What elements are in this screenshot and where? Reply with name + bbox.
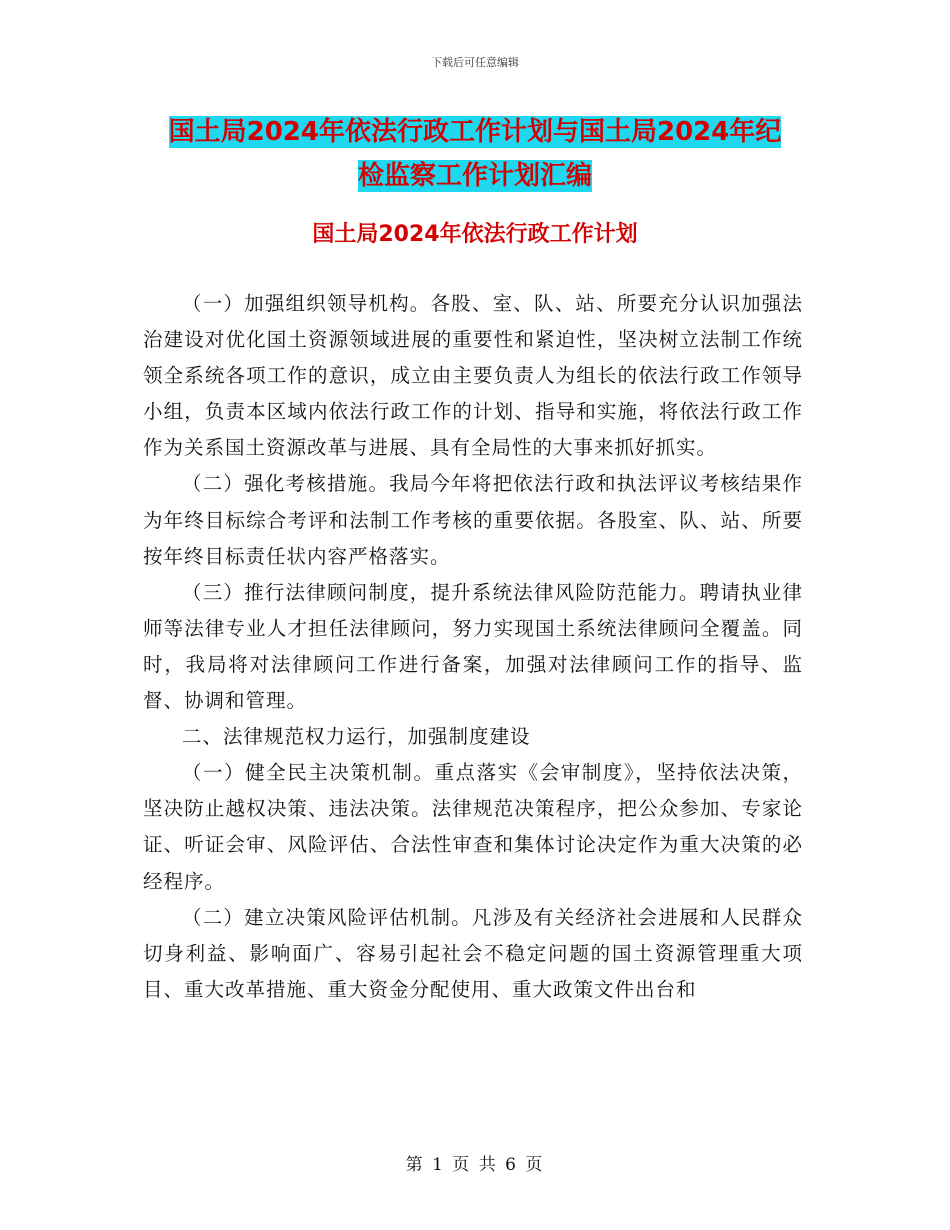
document-title-line-2: 检监察工作计划汇编 <box>357 161 592 191</box>
document-title-line-1: 国土局2024年依法行政工作计划与国土局2024年纪 <box>168 117 782 147</box>
paragraph: （二）强化考核措施。我局今年将把依法行政和执法评议考核结果作为年终目标综合考评和法制工作考核的重要依据。各股室、队、站、所要按年终目标责任状内容严格落实。 <box>143 472 803 568</box>
header-note: 下载后可任意编辑 <box>431 56 519 69</box>
document-body <box>143 286 803 1008</box>
section-heading: 二、法律规范权力运行，加强制度建设 <box>182 725 531 749</box>
paragraph: （一）健全民主决策机制。重点落实《会审制度》，坚持依法决策，坚决防止越权决策、违法决策。法律规范决策程序，把公众参加、专家论证、听证会审、风险评估、合法性审查和集体讨论决定作为重大决策的必经程序。 <box>143 761 803 893</box>
section-title: 国土局2024年依法行政工作计划 <box>312 222 638 247</box>
document-title <box>150 110 800 198</box>
paragraph: （三）推行法律顾问制度，提升系统法律风险防范能力。聘请执业律师等法律专业人才担任法律顾问，努力实现国土系统法律顾问全覆盖。同时，我局将对法律顾问工作进行备案，加强对法律顾问工作的指导、监督、协调和管理。 <box>143 580 803 713</box>
page-footer: 第 1 页 共 6 页 <box>405 1155 545 1175</box>
paragraph: （一）加强组织领导机构。各股、室、队、站、所要充分认识加强法治建设对优化国土资源领域进展的重要性和紧迫性，坚决树立法制工作统领全系统各项工作的意识，成立由主要负责人为组长的依法行政工作领导小组，负责本区域内依法行政工作的计划、指导和实施，将依法行政工作作为关系国土资源改革与进展、具有全局性的大事来抓好抓实。 <box>143 292 803 460</box>
paragraph: （二）建立决策风险评估机制。凡涉及有关经济社会进展和人民群众切身利益、影响面广、容易引起社会不稳定问题的国土资源管理重大项目、重大改革措施、重大资金分配使用、重大政策文件出台和 <box>143 905 803 1001</box>
